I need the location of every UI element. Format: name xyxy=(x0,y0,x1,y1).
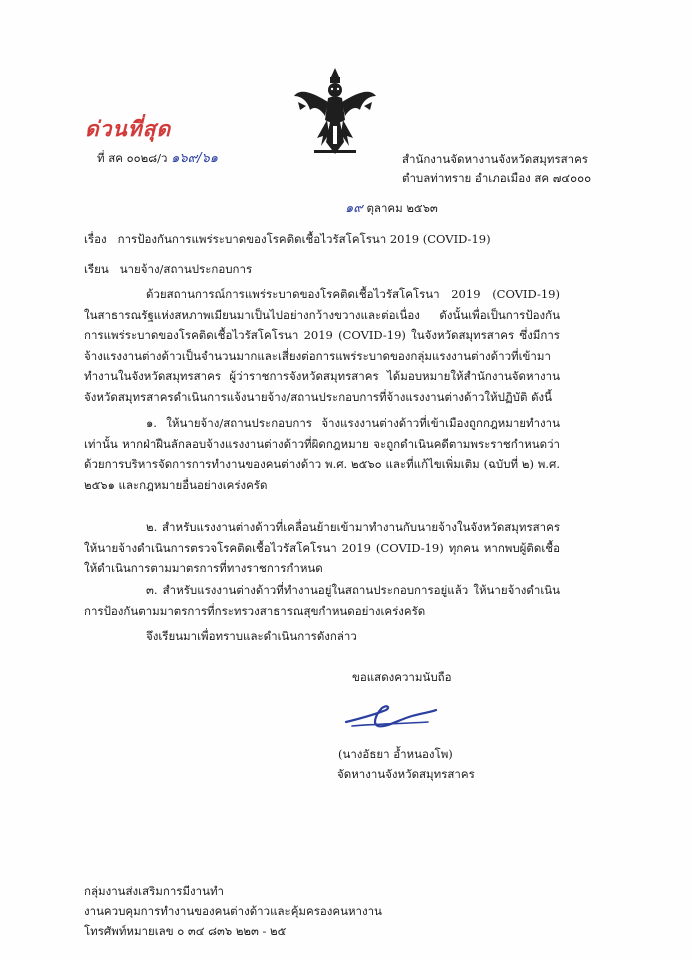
sender-address-line2: ตำบลท่าทราย อำเภอเมือง สค ๗๔๐๐๐ xyxy=(402,171,592,185)
closing-request: จึงเรียนมาเพื่อทราบและดำเนินการดังกล่าว xyxy=(146,629,357,643)
footer-phone: โทรศัพท์หมายเลข ๐ ๓๔ ๘๓๖ ๒๒๓ - ๒๕ xyxy=(84,924,287,938)
document-number-handwritten: ๑๖๙/๖๑ xyxy=(171,151,219,166)
footer-unit: งานควบคุมการทำงานของคนต่างด้าวและคุ้มครองคนหางาน xyxy=(84,904,382,918)
date-day-handwritten: ๑๙ xyxy=(345,201,363,216)
recipient-line xyxy=(84,262,252,277)
signature xyxy=(342,702,438,734)
letter-date xyxy=(345,201,438,216)
subject-label: เรื่อง xyxy=(84,232,107,246)
footer-department: กลุ่มงานส่งเสริมการมีงานทำ xyxy=(84,884,225,898)
document-number xyxy=(97,151,218,166)
garuda-emblem-icon xyxy=(292,66,378,158)
recipient-text: นายจ้าง/สถานประกอบการ xyxy=(119,262,253,276)
signatory-name: (นางอัธยา อ้ำหนองโพ) xyxy=(338,747,453,761)
subject-line xyxy=(84,232,491,247)
signature-icon xyxy=(342,702,438,734)
recipient-label: เรียน xyxy=(84,262,109,276)
signatory-title: จัดหางานจังหวัดสมุทรสาคร xyxy=(337,767,475,781)
paragraph-3: ๓. สำหรับแรงงานต่างด้าวที่ทำงานอยู่ในสถานประกอบการอยู่แล้ว ให้นายจ้างดำเนินการป้องกันตามมาตรการที่กระทรวงสาธารณสุขกำหนดอย่างเคร่งครัด xyxy=(84,583,560,618)
subject-text: การป้องกันการแพร่ระบาดของโรคติดเชื้อไวรัสโคโรนา 2019 (COVID-19) xyxy=(117,232,491,246)
sender-address-line1: สำนักงานจัดหางานจังหวัดสมุทรสาคร xyxy=(402,152,588,166)
urgency-stamp: ด่วนที่สุด xyxy=(85,116,172,141)
date-month-year: ตุลาคม ๒๕๖๓ xyxy=(366,201,438,215)
document-number-prefix: ที่ สค ๐๐๒๘/ว xyxy=(97,151,168,165)
paragraph-2: ๒. สำหรับแรงงานต่างด้าวที่เคลื่อนย้ายเข้ามาทำงานกับนายจ้างในจังหวัดสมุทรสาคร ให้นายจ้างดำเนินการตรวจโรคติดเชื้อไวรัสโคโรนา 2019 (COVID-19) ทุกคน หากพบผู้ติดเชื้อให้ดำเนินการตามมาตรการที่ทางราชการกำหนด xyxy=(84,520,560,575)
paragraph-1: ๑. ให้นายจ้าง/สถานประกอบการ จ้างแรงงานต่างด้าวที่เข้าเมืองถูกกฎหมายทำงานเท่านั้น หากฝ่าฝืนลักลอบจ้างแรงงานต่างด้าวที่ผิดกฎหมาย จะถูกดำเนินคดีตามพระราชกำหนดว่าด้วยการบริหารจัดการการทำงานของคนต่างด้าว พ.ศ. ๒๕๖๐ และที่แก้ไขเพิ่มเติม (ฉบับที่ ๒) พ.ศ. ๒๕๖๑ และกฎหมายอื่นอย่างเคร่งครัด xyxy=(84,416,560,492)
paragraph-intro: ด้วยสถานการณ์การแพร่ระบาดของโรคติดเชื้อไวรัสโคโรนา 2019 (COVID-19) ในสาธารณรัฐแห่งสหภาพเมียนมาเป็นไปอย่างกว้างขวางและต่อเนื่อง ดังนั้นเพื่อเป็นการป้องกันการแพร่ระบาดของโรคติดเชื้อไวรัสโคโรนา 2019 (COVID-19) ในจังหวัดสมุทรสาคร ซึ่งมีการจ้างแรงงานต่างด้าวเป็นจำนวนมากและเสี่ยงต่อการแพร่ระบาดของกลุ่มแรงงานต่างด้าวที่เข้ามาทำงานในจังหวัดสมุทรสาคร ผู้ว่าราชการจังหวัดสมุทรสาคร ได้มอบหมายให้สำนักงานจัดหางานจังหวัดสมุทรสาครดำเนินการแจ้งนายจ้าง/สถานประกอบการที่จ้างแรงงานต่างด้าวให้ปฏิบัติ ดังนี้ xyxy=(84,287,560,404)
closing-salutation: ขอแสดงความนับถือ xyxy=(352,670,452,684)
